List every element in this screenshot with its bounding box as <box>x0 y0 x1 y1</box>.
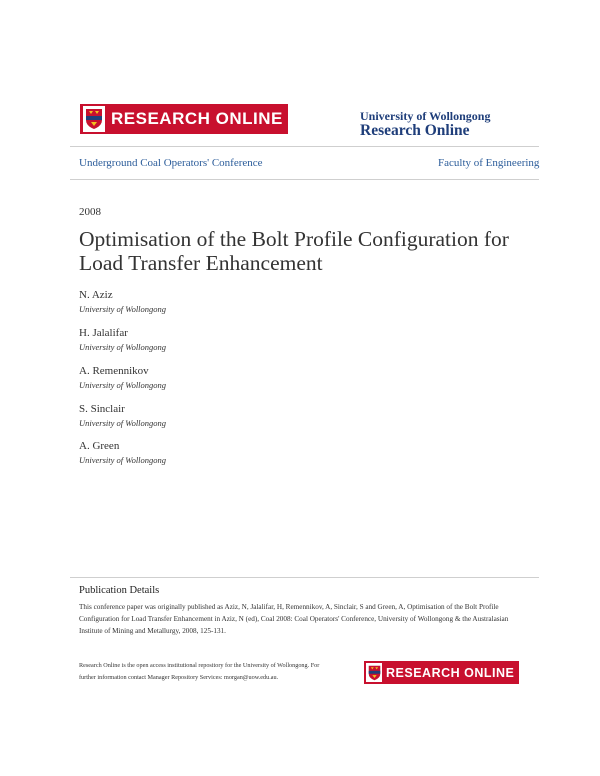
links-divider <box>70 179 539 180</box>
paper-title: Optimisation of the Bolt Profile Configuration for Load Transfer Enhancement <box>79 227 509 275</box>
author-affiliation: University of Wollongong <box>79 342 167 352</box>
author-affiliation: University of Wollongong <box>79 418 167 428</box>
conference-link[interactable]: Underground Coal Operators' Conference <box>79 157 263 169</box>
logo-text: RESEARCH ONLINE <box>111 109 283 128</box>
uow-shield-icon <box>366 663 382 682</box>
author-name: N. Aziz <box>79 289 113 301</box>
author-name: S. Sinclair <box>79 403 125 415</box>
faculty-link[interactable]: Faculty of Engineering <box>438 157 540 169</box>
university-name[interactable]: University of Wollongong <box>360 109 491 123</box>
author <box>79 403 166 428</box>
author-name: A. Green <box>79 440 120 452</box>
uow-shield-icon <box>83 106 105 132</box>
research-online-logo-footer[interactable] <box>364 661 519 684</box>
research-online-logo[interactable] <box>80 104 288 134</box>
publication-year: 2008 <box>79 206 101 218</box>
header-divider <box>70 146 539 147</box>
publication-divider <box>70 577 539 578</box>
author <box>79 327 166 352</box>
publication-details-heading: Publication Details <box>79 585 160 596</box>
author <box>79 289 166 314</box>
author-affiliation: University of Wollongong <box>79 455 167 465</box>
logo-text: RESEARCH ONLINE <box>386 665 515 680</box>
author-name: H. Jalalifar <box>79 327 128 339</box>
publication-details-text: This conference paper was originally published as Aziz, N, Jalalifar, H, Remennikov, A, Sinclair, S and Green, A, Optimisation of the Bolt Profile Configuration for Load Transfer Enhancement in Aziz, N (ed), Coal 2008: Coal Operators' Conference, University of Wollongong & the Australasian Institute of Mining and Metallurgy, 2008, 125-131. <box>79 603 509 635</box>
repository-info-text: Research Online is the open access institutional repository for the University of Wollongong. For further information contact Manager Repository Services: morgan@uow.edu.au. <box>79 662 320 681</box>
author-name: A. Remennikov <box>79 365 149 377</box>
repository-name[interactable]: Research Online <box>360 122 470 139</box>
author-affiliation: University of Wollongong <box>79 304 167 314</box>
author <box>79 440 166 465</box>
author <box>79 365 166 390</box>
author-affiliation: University of Wollongong <box>79 380 167 390</box>
